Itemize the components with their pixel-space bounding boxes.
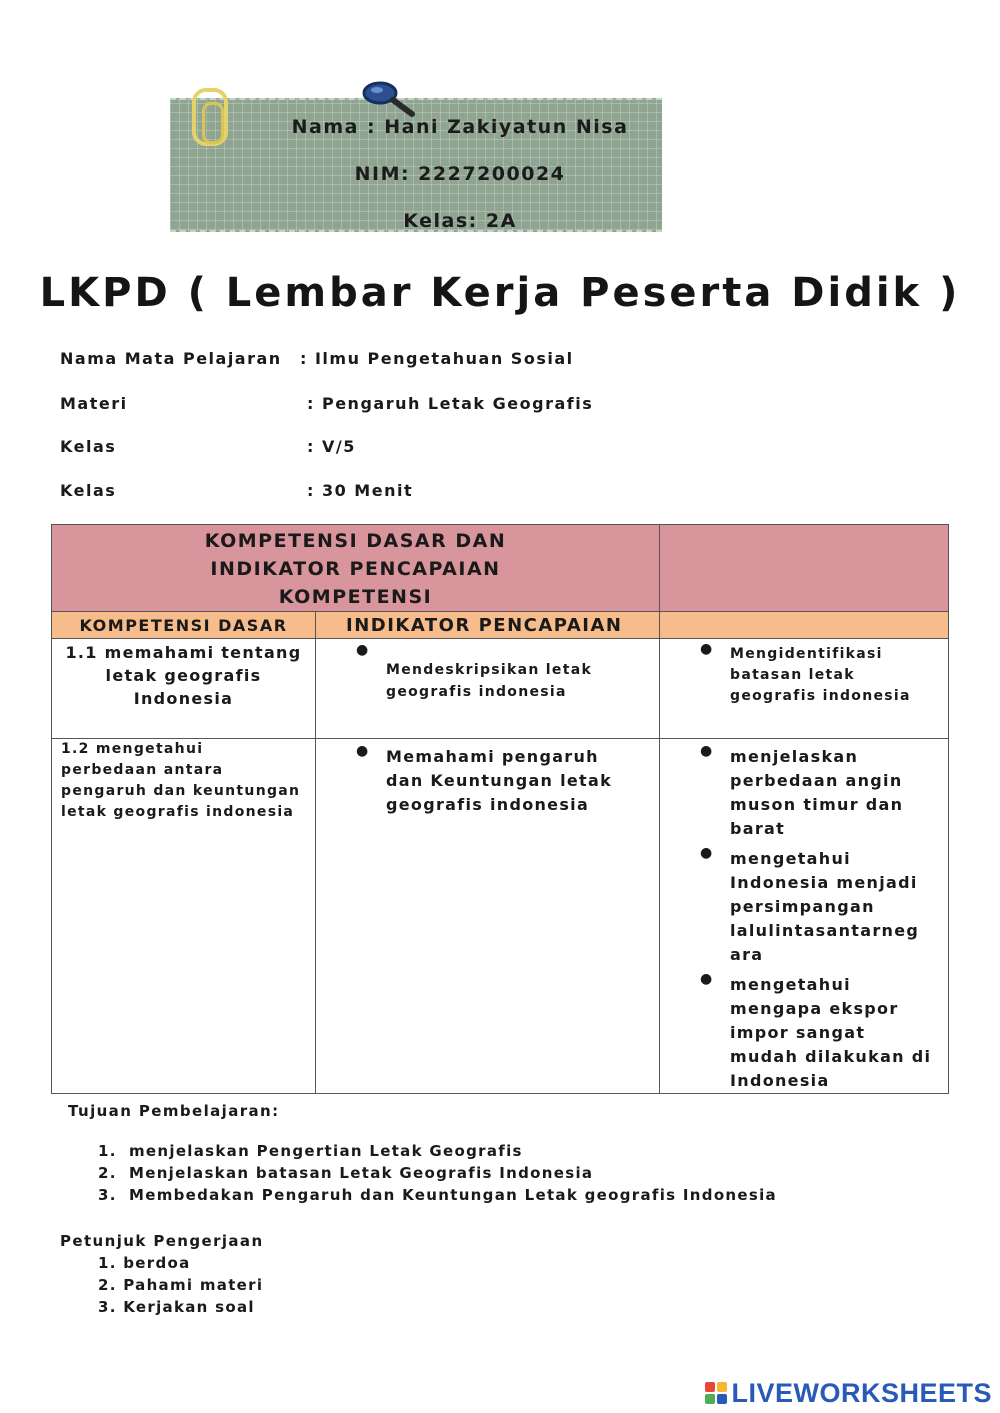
paperclip-icon	[192, 88, 228, 146]
extra-cell	[660, 639, 949, 739]
info-label: Kelas	[60, 481, 117, 500]
info-value: : V/5	[307, 437, 356, 456]
kd-text: 1.2 mengetahui perbedaan antara pengaruh dan keuntungan letak geografis indonesia	[61, 741, 301, 820]
indikator-cell	[316, 639, 660, 739]
info-label: Kelas	[60, 437, 117, 456]
brand-text: LIVEWORKSHEETS	[731, 1377, 992, 1408]
info-label: Nama Mata Pelajaran	[60, 349, 282, 368]
col-header-blank	[660, 612, 949, 639]
extra-cell	[660, 739, 949, 1094]
info-value: : 30 Menit	[307, 481, 414, 500]
student-name: Nama : Hani Zakiyatun Nisa	[291, 116, 629, 138]
kd-text: 1.1 memahami tentang letak geografis Indonesia	[65, 643, 302, 708]
tujuan-title: Tujuan Pembelajaran:	[68, 1102, 280, 1120]
petunjuk-title: Petunjuk Pengerjaan	[60, 1232, 264, 1250]
student-nim: NIM: 2227200024	[354, 163, 566, 185]
col-header-indikator: INDIKATOR PENCAPAIAN	[316, 612, 660, 639]
table-main-header: KOMPETENSI DASAR DAN INDIKATOR PENCAPAIAN KOMPETENSI	[52, 525, 660, 612]
table-row	[52, 639, 949, 739]
kd-cell	[52, 639, 316, 739]
identity-card	[170, 98, 662, 232]
table-row	[52, 739, 949, 1094]
list-item: 2. Pahami materi	[98, 1276, 264, 1294]
extra-item: ● mengetahui Indonesia menjadi persimpangan lalulintasantarneg ara	[660, 841, 948, 967]
student-class: Kelas: 2A	[403, 210, 517, 232]
liveworksheets-logo-icon	[705, 1382, 727, 1404]
indikator-item: ● Memahami pengaruh dan Keuntungan letak geografis indonesia	[316, 739, 659, 817]
kd-cell	[52, 739, 316, 1094]
col-header-kd: KOMPETENSI DASAR	[52, 612, 316, 639]
info-value: : Ilmu Pengetahuan Sosial	[300, 349, 574, 368]
extra-item: ● menjelaskan perbedaan angin muson timur dan barat	[660, 739, 948, 841]
competency-table	[51, 524, 949, 1094]
list-item: 3. Kerjakan soal	[98, 1298, 255, 1316]
info-value: : Pengaruh Letak Geografis	[307, 394, 594, 413]
page-title: LKPD ( Lembar Kerja Peserta Didik )	[39, 270, 961, 316]
extra-item: ● Mengidentifikasi batasan letak geografis indonesia	[660, 639, 948, 707]
indikator-cell	[316, 739, 660, 1094]
magnifier-icon	[360, 80, 416, 120]
info-label: Materi	[60, 394, 128, 413]
list-item: 1. berdoa	[98, 1254, 191, 1272]
liveworksheets-brand[interactable]	[705, 1376, 992, 1410]
indikator-item: ● Mendeskripsikan letak geografis indonesia	[316, 639, 659, 703]
table-main-header-blank	[660, 525, 949, 612]
extra-item: ● mengetahui mengapa ekspor impor sangat mudah dilakukan di Indonesia	[660, 967, 948, 1093]
